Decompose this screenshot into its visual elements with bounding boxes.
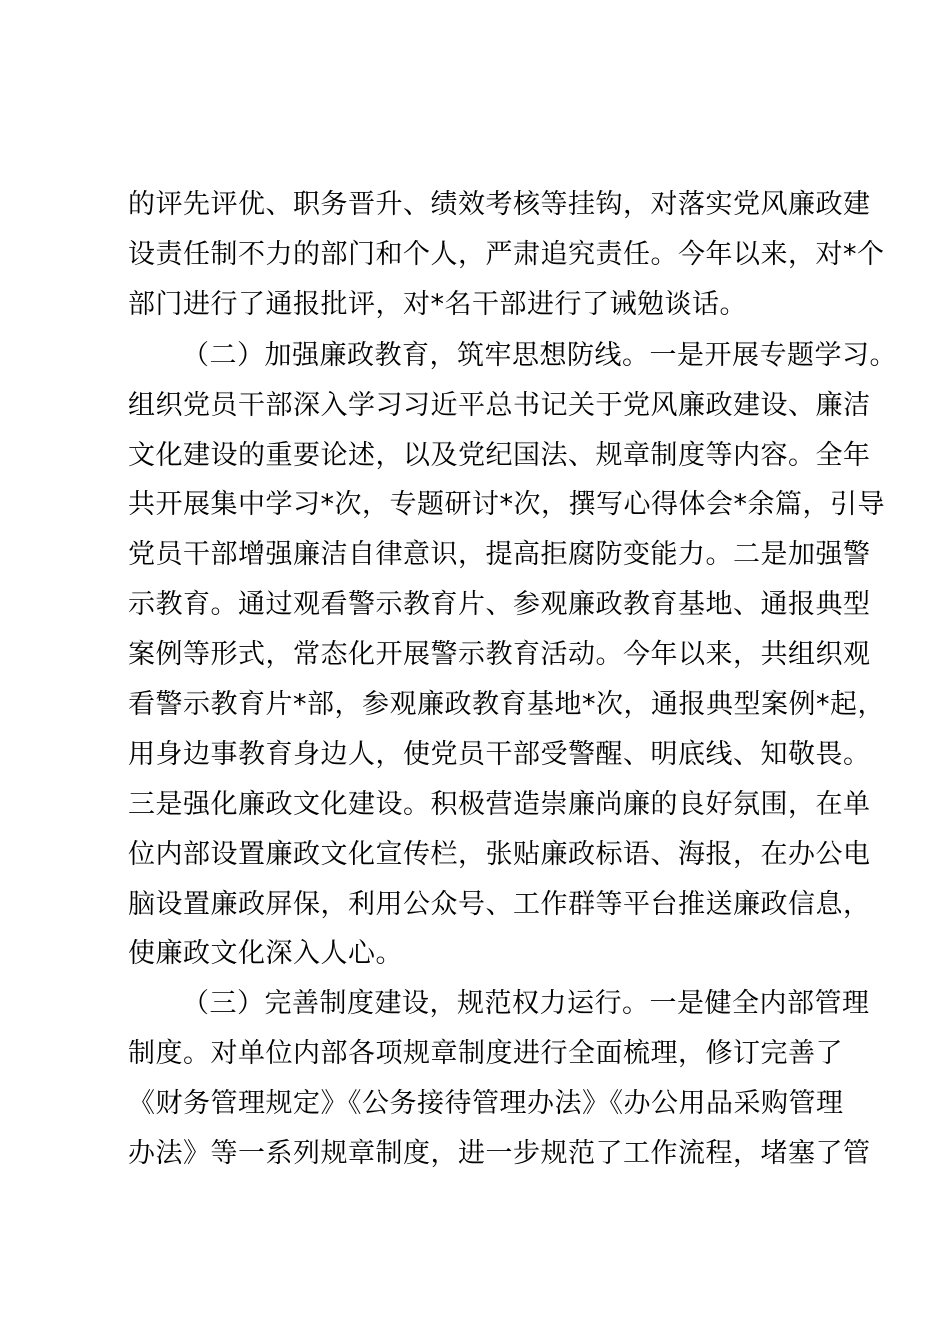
text-line: 党员干部增强廉洁自律意识，提高拒腐防变能力。二是加强警 [128, 539, 871, 570]
text-line: 示教育。通过观看警示教育片、参观廉政教育基地、通报典型 [128, 589, 871, 620]
section-heading-line: （三）完善制度建设，规范权力运行。一是健全内部管理 [182, 988, 870, 1019]
text-line: 三是强化廉政文化建设。积极营造崇廉尚廉的良好氛围，在单 [128, 789, 871, 820]
text-line: 脑设置廉政屏保，利用公众号、工作群等平台推送廉政信息， [128, 889, 871, 920]
text-line: 文化建设的重要论述，以及党纪国法、规章制度等内容。全年 [128, 440, 871, 471]
text-line: 部门进行了通报批评，对*名干部进行了诫勉谈话。 [128, 289, 747, 320]
text-line: 办法》等一系列规章制度，进一步规范了工作流程，堵塞了管 [128, 1138, 871, 1169]
text-line: 案例等形式，常态化开展警示教育活动。今年以来，共组织观 [128, 639, 871, 670]
text-line: 位内部设置廉政文化宣传栏，张贴廉政标语、海报，在办公电 [128, 839, 871, 870]
section-heading-line: （二）加强廉政教育，筑牢思想防线。一是开展专题学习。 [182, 340, 897, 371]
text-line: 共开展集中学习*次，专题研讨*次，撰写心得体会*余篇，引导 [128, 489, 885, 520]
text-line: 制度。对单位内部各项规章制度进行全面梳理，修订完善了 [128, 1038, 843, 1069]
text-line: 设责任制不力的部门和个人，严肃追究责任。今年以来，对*个 [128, 239, 885, 270]
text-line: 组织党员干部深入学习习近平总书记关于党风廉政建设、廉洁 [128, 390, 871, 421]
text-line: 使廉政文化深入人心。 [128, 938, 403, 969]
text-line: 用身边事教育身边人，使党员干部受警醒、明底线、知敬畏。 [128, 739, 871, 770]
text-line: 《财务管理规定》《公务接待管理办法》《办公用品采购管理 [128, 1088, 844, 1119]
text-line: 的评先评优、职务晋升、绩效考核等挂钩，对落实党风廉政建 [128, 189, 871, 220]
text-line: 看警示教育片*部，参观廉政教育基地*次，通报典型案例*起， [128, 689, 885, 720]
